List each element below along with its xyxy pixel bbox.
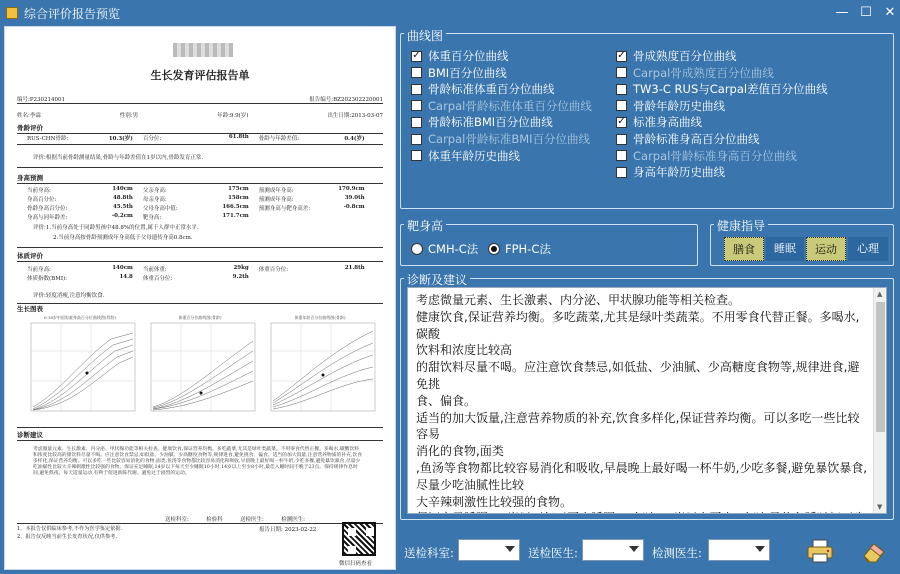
unchecked-icon[interactable]: [616, 67, 627, 78]
checked-icon[interactable]: ✓: [412, 50, 421, 61]
unchecked-icon[interactable]: [411, 117, 422, 128]
print-icon[interactable]: [806, 538, 834, 564]
minimize-button[interactable]: —: [835, 5, 849, 20]
left-checkbox-label: 骨龄标准BMI百分位曲线: [428, 115, 553, 130]
app-icon: [6, 7, 18, 19]
exercise-button[interactable]: 运动: [806, 237, 846, 261]
chevron-down-icon: [755, 546, 765, 552]
chevron-down-icon: [629, 546, 639, 552]
radio-cmh[interactable]: CMH-C法: [411, 241, 478, 257]
diag-section-title: 诊断建议: [17, 431, 43, 439]
report-date: 报告日期: 2023-02-22: [259, 527, 317, 533]
patient-sex: 性别:男: [119, 113, 139, 119]
scroll-down-icon[interactable]: ▼: [877, 503, 883, 511]
right-checkbox-5[interactable]: [616, 131, 760, 147]
advice-line: 饮料和浓度比较高: [416, 343, 513, 358]
right-checkbox-4[interactable]: [616, 114, 702, 130]
right-checkbox-label: 骨成熟度百分位曲线: [633, 49, 737, 63]
unchecked-icon[interactable]: [616, 134, 627, 145]
window-title: 综合评价报告预览: [24, 6, 121, 21]
tester-select[interactable]: [708, 539, 770, 561]
advice-line: 考虑微量元素、生长激素、内分泌、甲状腺功能等相关检查。: [416, 293, 741, 307]
body-grid: 当前身高: 140cm 当前体重: 29kg 体重百分位: 21.8th 体质指数(BMI): 14.8 体重百分位: 9.2th: [27, 264, 365, 282]
bone-section-title: 骨龄评价: [17, 124, 43, 132]
advice-line: 消化的食物,面类: [416, 444, 504, 459]
advice-line: 健康饮食,保证营养均衡。多吃蔬菜,尤其是绿叶类蔬菜。不用零食代替正餐。多喝水,碳酸: [416, 309, 860, 341]
right-checkbox-0[interactable]: [616, 48, 737, 64]
report-title: 生长发育评估报告单: [150, 69, 250, 82]
right-checkbox-3[interactable]: [616, 98, 725, 114]
left-checkbox-5[interactable]: [411, 131, 590, 147]
psychology-button[interactable]: 心理: [848, 237, 888, 261]
checked-icon[interactable]: ✓: [617, 50, 626, 61]
height-section-title: 身高预测: [17, 174, 43, 182]
growth-chart-weight-age: 体重年龄百分位曲线图(骨龄): [261, 315, 379, 425]
report-number: 报告编号:BZ202302220001: [309, 97, 383, 103]
left-checkbox-label: Carpal骨龄标准体重百分位曲线: [428, 98, 592, 113]
right-checkbox-label: 骨龄标准身高百分位曲线: [633, 132, 760, 146]
unchecked-icon[interactable]: [411, 67, 422, 78]
right-checkbox-label: TW3-C RUS与Carpal差值百分位曲线: [633, 82, 828, 97]
unchecked-icon[interactable]: [616, 100, 627, 111]
dept-select[interactable]: [458, 539, 520, 561]
right-checkbox-7[interactable]: [616, 164, 725, 180]
unchecked-icon[interactable]: [616, 150, 627, 161]
left-checkbox-label: 体重年龄历史曲线: [428, 148, 520, 163]
growth-charts: [17, 315, 383, 425]
right-checkbox-2[interactable]: [616, 81, 828, 97]
advice-line: 的甜饮料尽量不喝。应注意饮食禁忌,如低盐、少油腻、少高糖度食物等,规律进食,避免挑: [416, 360, 860, 391]
health-group-label: 健康指导: [714, 217, 768, 234]
sign-row: 送检科室: 检验科 送检医生: 检测医生:: [165, 517, 305, 523]
left-checkbox-1[interactable]: [411, 65, 507, 81]
advice-line: [416, 510, 868, 514]
body-comment: 评价:轻度消瘦,注意均衡饮食.: [33, 293, 105, 299]
hospital-logo: [173, 43, 233, 57]
report-id-row: [17, 95, 383, 103]
footnotes: 1、本报告仅供临床参考,不作为医学鉴定依据. 2、报告仅反映当前生长发育状况,仅供参考.: [17, 526, 123, 540]
patient-row: [17, 111, 383, 119]
checked-icon[interactable]: ✓: [617, 116, 626, 128]
qr-code: [342, 522, 376, 556]
close-button[interactable]: ✕: [884, 5, 896, 20]
right-checkbox-label: Carpal骨龄标准身高百分位曲线: [633, 148, 797, 163]
advice-group-label: 诊断及建议: [404, 271, 470, 288]
patient-birth: 出生日期:2013-03-07: [327, 113, 383, 119]
right-checkbox-label: Carpal骨成熟度百分位曲线: [633, 65, 774, 80]
patient-name: 姓名:李霖: [17, 113, 41, 119]
title-bar: [0, 0, 900, 26]
unchecked-icon[interactable]: [616, 84, 627, 95]
body-section-title: 体质评价: [17, 252, 43, 260]
left-checkbox-6[interactable]: [411, 148, 520, 164]
advice-scrollbar[interactable]: [873, 288, 886, 513]
scroll-up-icon[interactable]: ▲: [877, 290, 883, 298]
unchecked-icon[interactable]: [616, 167, 627, 178]
eraser-icon[interactable]: [860, 538, 888, 564]
bone-grid: RUS-CHN骨龄: 10.3(岁) 百分位: 61.8th 骨龄与年龄差值: 0.4(岁): [27, 133, 365, 142]
unchecked-icon[interactable]: [411, 100, 422, 111]
height-note-1: 评价:1.当前身高处于同龄男孩中48.8%的位置,属于人群中正常水平.: [33, 225, 199, 231]
right-checkbox-6[interactable]: [616, 148, 797, 164]
radio-fph[interactable]: FPH-C法: [488, 241, 551, 257]
height-note-2: 2.当前身高按骨龄预测成年身高低于父母遗传身高0.8cm.: [53, 235, 193, 241]
report-preview: [4, 26, 396, 570]
sender-select[interactable]: [582, 539, 644, 561]
left-checkbox-2[interactable]: [411, 81, 555, 97]
right-checkbox-1[interactable]: [616, 65, 774, 81]
chevron-down-icon: [505, 546, 515, 552]
left-checkbox-0[interactable]: [411, 48, 509, 64]
advice-line: 大辛辣刺激性比较强的食物。: [416, 494, 573, 509]
bone-comment: 评价:根据当前骨龄测量结果,骨龄与年龄差值在1岁以内,骨龄发育正常.: [33, 155, 204, 161]
advice-textarea[interactable]: [407, 287, 887, 514]
advice-line: 尽量少吃油腻性比较: [416, 477, 525, 492]
sleep-button[interactable]: 睡眠: [766, 237, 804, 261]
patient-age: 年龄:9.9(岁): [217, 113, 249, 119]
growth-chart-weight: 体重百分位曲线图(骨龄): [141, 315, 259, 425]
left-checkbox-4[interactable]: [411, 114, 553, 130]
growth-chart-height: 0-18岁中国男童身高百分位曲线图(骨龄): [21, 315, 139, 425]
right-checkbox-label: 骨龄年龄历史曲线: [633, 98, 725, 113]
height-grid: 当前身高: 140cm 父亲身高: 175cm 预测成年身高: 170.9cm 身高百分位: 48.8th 母亲身高: 158cm 预测成年身高: 39.0th 骨龄身高百分位: 45.5th 父母身高中值: 166.5cm 预测身高与靶身高差: -0.8cm 身高与同年龄差: -0.2cm 靶身高: 171.7cm: [27, 185, 365, 221]
target-height-label: 靶身高: [404, 217, 446, 234]
left-checkbox-3[interactable]: [411, 98, 592, 114]
advice-line: 食、偏食。: [416, 393, 477, 408]
unchecked-icon[interactable]: [411, 134, 422, 145]
left-checkbox-label: Carpal骨龄标准BMI百分位曲线: [428, 132, 591, 146]
tester-label: 检测医生:: [652, 546, 702, 560]
curve-group-label: 曲线图: [404, 27, 446, 44]
left-checkbox-label: 体重百分位曲线: [428, 49, 509, 63]
advice-line: ,鱼汤等食物都比较容易消化和吸收,早晨晚上最好喝一杯牛奶,少吃多餐,避免暴饮暴食,: [416, 460, 868, 475]
right-checkbox-label: 身高年龄历史曲线: [633, 165, 725, 180]
left-checkbox-label: BMI百分位曲线: [428, 65, 507, 80]
sender-label: 送检医生:: [528, 546, 578, 560]
report-id: 编号:P230214001: [17, 97, 66, 103]
unchecked-icon[interactable]: [411, 84, 422, 95]
qr-caption: 微信扫码查看: [339, 561, 373, 567]
left-checkbox-label: 骨龄标准体重百分位曲线: [428, 82, 555, 97]
dept-label: 送检科室:: [404, 546, 454, 560]
maximize-button[interactable]: ☐: [860, 5, 872, 20]
diet-button[interactable]: 膳食: [724, 237, 764, 261]
chart-section-title: 生长图表: [17, 305, 43, 313]
unchecked-icon[interactable]: [411, 150, 422, 161]
diag-text: 考虑微量元素、生长激素、内分泌、甲状腺功能等相关检查。健康饮食,保证营养均衡。多吃蔬菜,尤其是绿叶类蔬菜。不用零食代替正餐。多喝水,碳酸饮料和浓度比较高的甜饮料尽量不喝。应注意饮食禁忌,如低盐、少油腻、少高糖度食物等,规律进食,避免挑食、偏食。适当的加大饭量,注意营养物质的补充,饮食多样化,保证营养均衡。可以多吃一些比较容易消化的食物,面类,鱼汤等食物都比较容易消化和吸收,早晨晚上最好喝一杯牛奶,少吃多餐,避免暴饮暴食,尽量少吃油腻性比较大辛辣刺激性比较强的食物。保证充足睡眠,14岁以下每天至少睡眠10小时,14岁以上至少8小时,最佳入睡时间不晚于23点。保持规律作息时间,避免熬夜。每天适量运动,有利于促进新陈代谢。避免过于剧烈的运动。: [33, 447, 363, 476]
scroll-thumb[interactable]: [876, 302, 885, 432]
advice-line: 适当的加大饭量,注意营养物质的补充,饮食多样化,保证营养均衡。可以多吃一些比较容易: [416, 410, 860, 442]
right-checkbox-label: 标准身高曲线: [633, 115, 702, 130]
